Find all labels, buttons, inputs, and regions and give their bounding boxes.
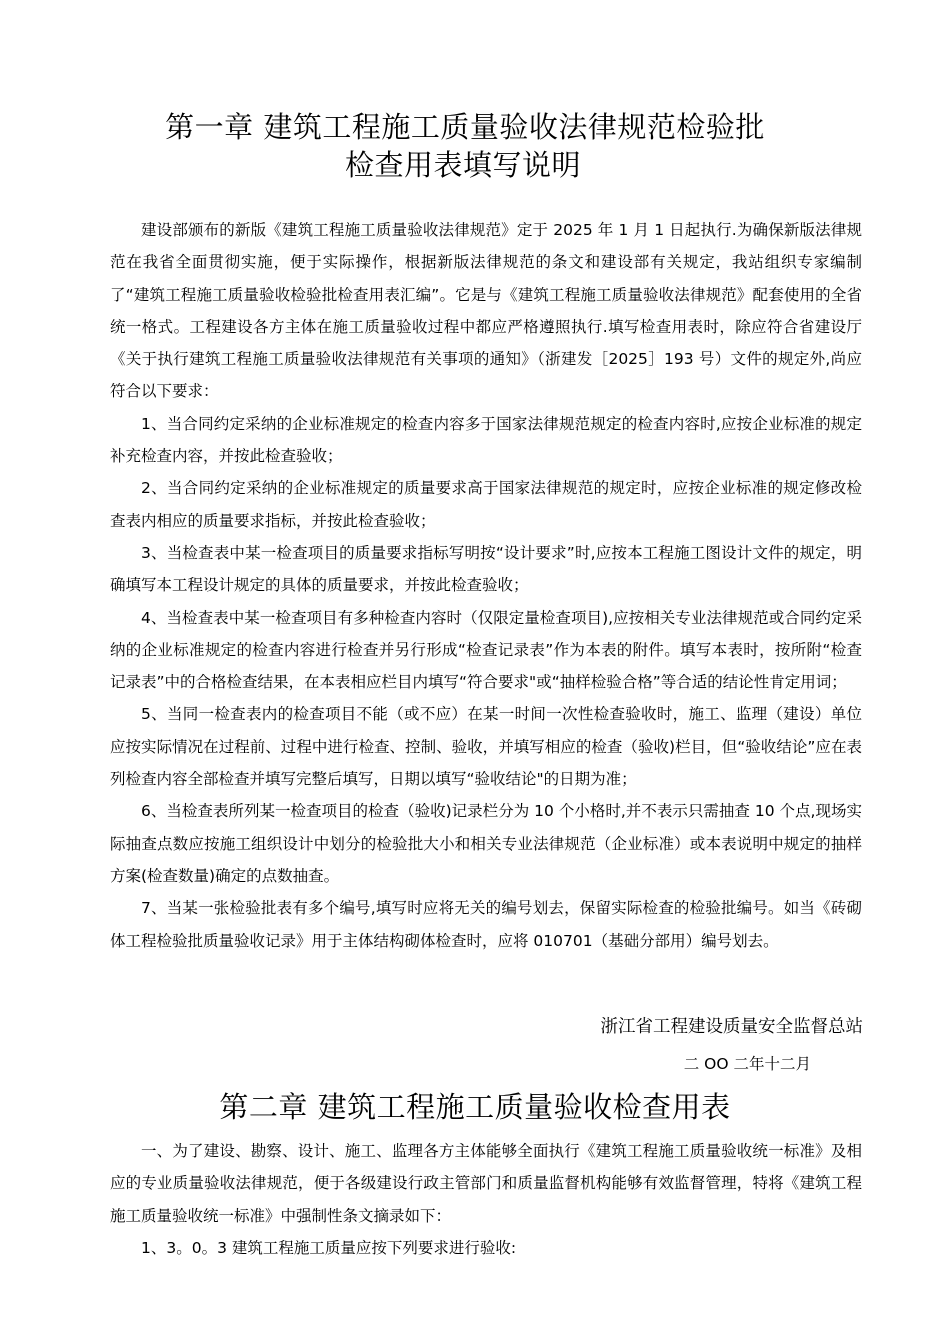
- requirement-item-2: 2、当合同约定采纳的企业标准规定的质量要求高于国家法律规范的规定时，应按企业标准的规定修改检查表内相应的质量要求指标，并按此检查验收；: [110, 479, 862, 530]
- requirement-item-4: 4、当检查表中某一检查项目有多种检查内容时（仅限定量检查项目),应按相关专业法律规范或合同约定采纳的企业标准规定的检查内容进行检查并另行形成“检查记录表”作为本表的附件。填写本表时，按所附“检查记录表”中的合格检查结果，在本表相应栏目内填写“符合要求"或“抽样检验合格”等合适的结论性肯定用词；: [110, 608, 862, 692]
- chapter1-title-line2: 检查用表填写说明: [344, 148, 581, 182]
- issuer-signature: 浙江省工程建设质量安全监督总站: [600, 1017, 863, 1037]
- chapter2-title: 第二章 建筑工程施工质量验收检查用表: [219, 1090, 731, 1124]
- issue-date: 二 OO 二年十二月: [683, 1055, 811, 1073]
- chapter2-body: [110, 1135, 862, 1264]
- chapter2-paragraph-1: 一、为了建设、勘察、设计、施工、监理各方主体能够全面执行《建筑工程施工质量验收统一标准》及相应的专业质量验收法律规范，便于各级建设行政主管部门和质量监督机构能够有效监督管理，特将《建筑工程施工质量验收统一标准》中强制性条文摘录如下：: [110, 1142, 862, 1225]
- chapter1-title-line1: 第一章 建筑工程施工质量验收法律规范检验批: [165, 110, 765, 144]
- requirement-item-3: 3、当检查表中某一检查项目的质量要求指标写明按“设计要求”时,应按本工程施工图设计文件的规定，明确填写本工程设计规定的具体的质量要求，并按此检查验收；: [110, 543, 862, 595]
- requirement-item-5: 5、当同一检查表内的检查项目不能（或不应）在某一时间一次性检查验收时，施工、监理（建设）单位应按实际情况在过程前、过程中进行检查、控制、验收，并填写相应的检查（验收)栏目，但“验收结论”应在表列检查内容全部检查并填写完整后填写，日期以填写“验收结论"的日期为准；: [110, 705, 862, 789]
- chapter2-paragraph-2: 1、3。0。3 建筑工程施工质量应按下列要求进行验收:: [141, 1238, 517, 1257]
- requirement-item-6: 6、当检查表所列某一检查项目的检查（验收)记录栏分为 10 个小格时,并不表示只需抽查 10 个点,现场实际抽查点数应按施工组织设计中划分的检验批大小和相关专业法律规范（企业标准）或本表说明中规定的抽样方案(检查数量)确定的点数抽查。: [110, 802, 862, 885]
- requirement-item-7: 7、当某一张检验批表有多个编号,填写时应将无关的编号划去，保留实际检查的检验批编号。如当《砖砌体工程检验批质量验收记录》用于主体结构砌体检查时，应将 010701（基础分部用）编号划去。: [110, 899, 862, 950]
- chapter1-intro-paragraph: 建设部颁布的新版《建筑工程施工质量验收法律规范》定于 2025 年 1 月 1 日起执行.为确保新版法律规范在我省全面贯彻实施，便于实际操作，根据新版法律规范的条文和建设部有关规定，我站组织专家编制了“建筑工程施工质量验收检验批检查用表汇编”。它是与《建筑工程施工质量验收法律规范》配套使用的全省统一格式。工程建设各方主体在施工质量验收过程中都应严格遵照执行.填写检查用表时，除应符合省建设厅《关于执行建筑工程施工质量验收法律规范有关事项的通知》（浙建发［2025］193 号）文件的规定外,尚应符合以下要求：: [110, 221, 862, 401]
- requirement-item-1: 1、当合同约定采纳的企业标准规定的检查内容多于国家法律规范规定的检查内容时,应按企业标准的规定补充检查内容，并按此检查验收；: [110, 414, 862, 466]
- chapter1-body: [110, 214, 862, 957]
